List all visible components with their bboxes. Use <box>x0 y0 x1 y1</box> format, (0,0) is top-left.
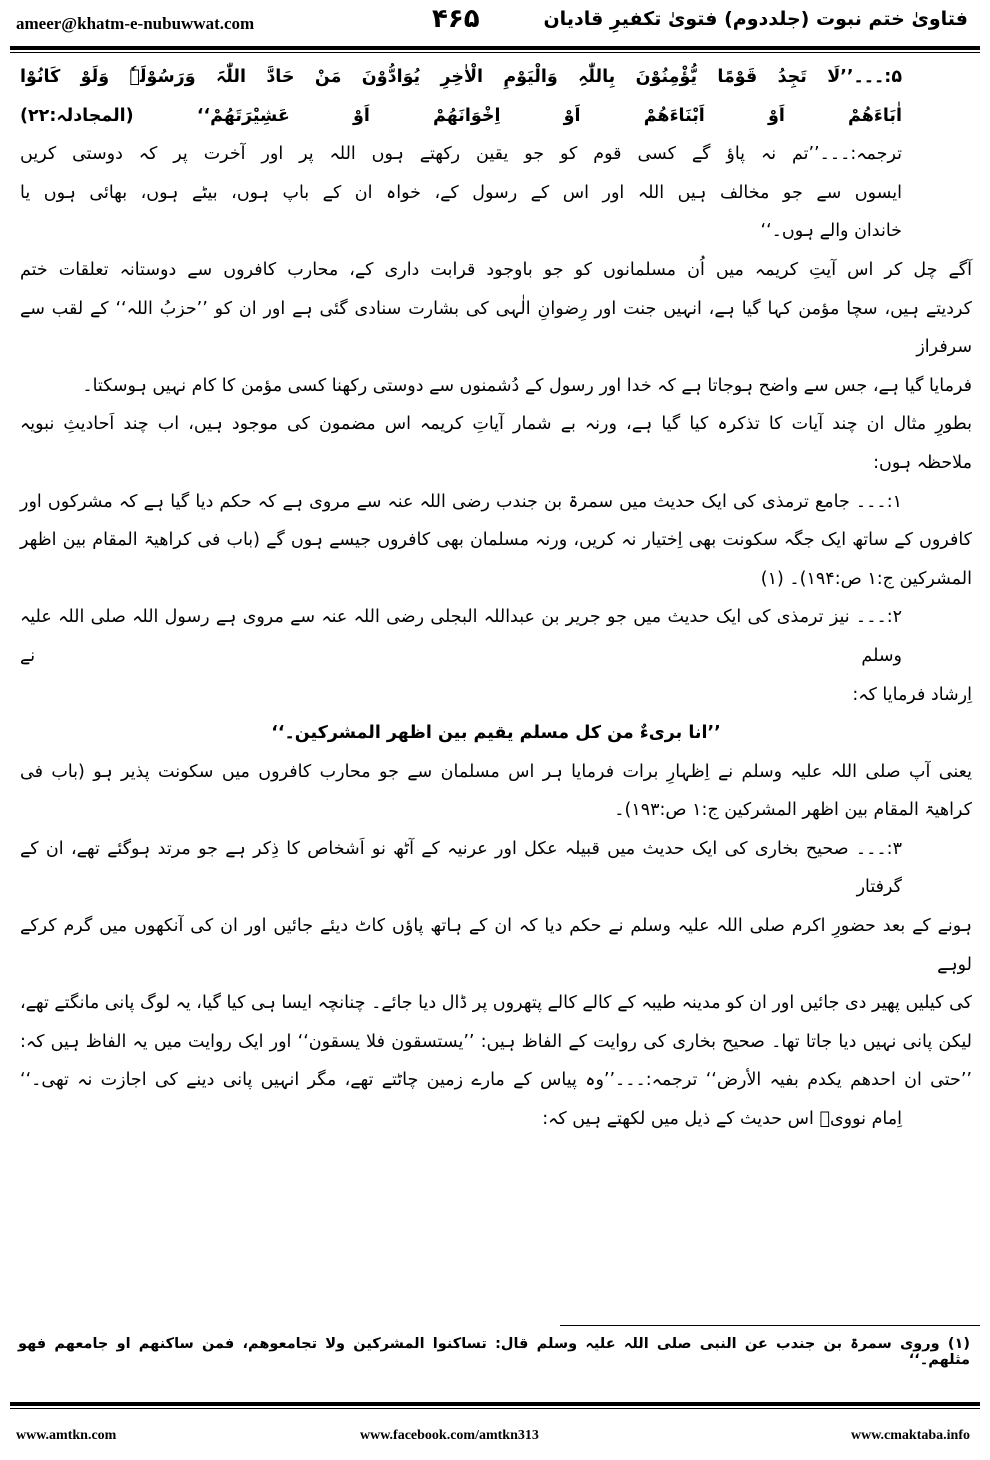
text-line-quote: ’’انا بریءٌ من کل مسلم یقیم بین اظھر المشرکین۔‘‘ <box>271 723 721 744</box>
text-line: ایسوں سے جو مخالف ہیں اللہ اور اس کے رسول کے، خواہ ان کے باپ ہوں، بیٹے ہوں، بھائی ہوں یا <box>20 182 902 203</box>
text-line: آگے چل کر اس آیتِ کریمہ میں اُن مسلمانوں کو جو باوجود قرابت داری کے، محارب کافروں سے دوستانہ تعلقات ختم <box>20 259 972 280</box>
text-line: خاندان والے ہوں۔‘‘ <box>760 221 902 242</box>
text-line: ’’حتی ان احدھم یکدم بفیہ الأرض‘‘ ترجمہ:۔۔۔’’وہ پیاس کے مارے زمین چاٹتے تھے، مگر انہیں پانی دینے کی اجازت نہ تھی۔‘‘ <box>20 1070 972 1091</box>
text-line: بطورِ مثال ان چند آیات کا تذکرہ کیا گیا ہے، ورنہ بے شمار آیاتِ کریمہ اس مضمون کی موجود ہیں، اب چند اَحادیثِ نبویہ <box>20 414 972 435</box>
footer-rule-thin <box>10 1408 980 1409</box>
text-line: لیکن پانی نہیں دیا جاتا تھا۔ صحیح بخاری کی روایت کے الفاظ ہیں: ’’یستسقون فلا یسقون‘‘ اور ایک روایت میں یہ الفاظ ہیں کہ: <box>20 1031 972 1052</box>
text-line: کافروں کے ساتھ ایک جگہ سکونت بھی اِختیار نہ کریں، ورنہ مسلمان بھی کافروں جیسے ہوں گے (باب فی کراھیۃ المقام بین اظھر <box>20 530 972 551</box>
text-line: اِمام نوویؒ اس حدیث کے ذیل میں لکھتے ہیں کہ: <box>542 1109 902 1130</box>
text-line: ترجمہ:۔۔۔’’تم نہ پاؤ گے کسی قوم کو جو یقین رکھتے ہوں اللہ پر اور آخرت پر کہ دوستی کریں <box>20 144 902 165</box>
book-title: فتاویٰ ختم نبوت (جلددوم) فتویٰ تکفیرِ قادیان <box>543 8 968 30</box>
text-line: کراھیۃ المقام بین اظھر المشرکین ج:۱ ص:۱۹۳)۔ <box>614 800 972 821</box>
footer-link-center[interactable]: www.facebook.com/amtkn313 <box>360 1428 539 1443</box>
text-line: المشرکین ج:۱ ص:۱۹۴)۔ (۱) <box>760 568 972 589</box>
text-line: ملاحظہ ہوں: <box>873 452 972 473</box>
text-line: ۱:۔۔۔ جامع ترمذی کی ایک حدیث میں سمرۃ بن جندب رضی اللہ عنہ سے مروی ہے کہ حکم دیا گیا ہے کہ مشرکوں اور <box>20 491 902 512</box>
text-line: اٰبَاءَھُمْ اَوْ اَبْنَاءَھُمْ اَوْ اِخْوَانَھُمْ اَوْ عَشِیْرَتَھُمْ‘‘ (المجادلہ:۲۲) <box>20 105 902 126</box>
page-number: ۴۶۵ <box>432 4 480 34</box>
text-line: کردیتے ہیں، سچا مؤمن کہا گیا ہے، انہیں جنت اور رِضوانِ الٰہی کی بشارت سنادی گئی ہے اور ان کو ’’حزبُ اللہ‘‘ کے لقب سے سرفراز <box>20 298 972 358</box>
footer-link-left[interactable]: www.amtkn.com <box>16 1428 117 1443</box>
text-line: اِرشاد فرمایا کہ: <box>852 684 972 705</box>
footer-rule <box>10 1402 980 1406</box>
text-line: ۵:۔۔۔’’لَا تَجِدُ قَوْمًا یُّؤْمِنُوْنَ بِاللّٰہِ وَالْیَوْمِ الْاٰخِرِ یُوَادُّوْنَ مَنْ حَادَّ اللّٰہَ وَرَسُوْلَہٗ وَلَوْ کَانُوْا <box>20 67 902 87</box>
header-rule-thin <box>10 52 980 53</box>
text-line: ۳:۔۔۔ صحیح بخاری کی ایک حدیث میں قبیلہ عکل اور عرنیہ کے آٹھ نو اَشخاص کا ذِکر ہے جو مرتد ہوگئے تھے، ان کے گرفتار <box>20 838 902 898</box>
text-line: ۲:۔۔۔ نیز ترمذی کی ایک حدیث میں جو جریر بن عبداللہ البجلی رضی اللہ عنہ سے مروی ہے رسول اللہ صلی اللہ علیہ وسلم نے <box>20 607 902 666</box>
page-header <box>0 0 990 60</box>
text-line: فرمایا گیا ہے، جس سے واضح ہوجاتا ہے کہ خدا اور رسول کے دُشمنوں سے دوستی رکھنا کسی مؤمن کا کام نہیں ہوسکتا۔ <box>82 375 972 396</box>
footnote: (۱) وروی سمرۃ بن جندب عن النبی صلی اللہ علیہ وسلم قال: تساکنوا المشرکین ولا تجامعوھم، فمن ساکنھم او جامعھم فھو مثلھم۔‘‘ <box>18 1336 970 1368</box>
footer-link-right[interactable]: www.cmaktaba.info <box>850 1428 970 1443</box>
header-rule <box>10 46 980 50</box>
text-line: کی کیلیں پھیر دی جائیں اور ان کو مدینہ طیبہ کے کالے کالے پتھروں پر ڈال دیا جائے۔ چنانچہ ایسا ہی کیا گیا، یہ لوگ پانی مانگتے تھے، <box>20 993 972 1014</box>
text-line: ہونے کے بعد حضورِ اکرم صلی اللہ علیہ وسلم نے حکم دیا کہ ان کے ہاتھ پاؤں کاٹ دیئے جائیں اور ان کی آنکھوں میں گرم کرکے لوہے <box>20 916 972 975</box>
header-email: ameer@khatm-e-nubuwwat.com <box>16 14 255 33</box>
footnote-separator <box>560 1325 980 1326</box>
text-line: یعنی آپ صلی اللہ علیہ وسلم نے اِظہارِ برات فرمایا ہر اس مسلمان سے جو محارب کافروں میں سکونت پذیر ہو (باب فی <box>20 761 972 782</box>
page-body <box>20 58 972 1139</box>
